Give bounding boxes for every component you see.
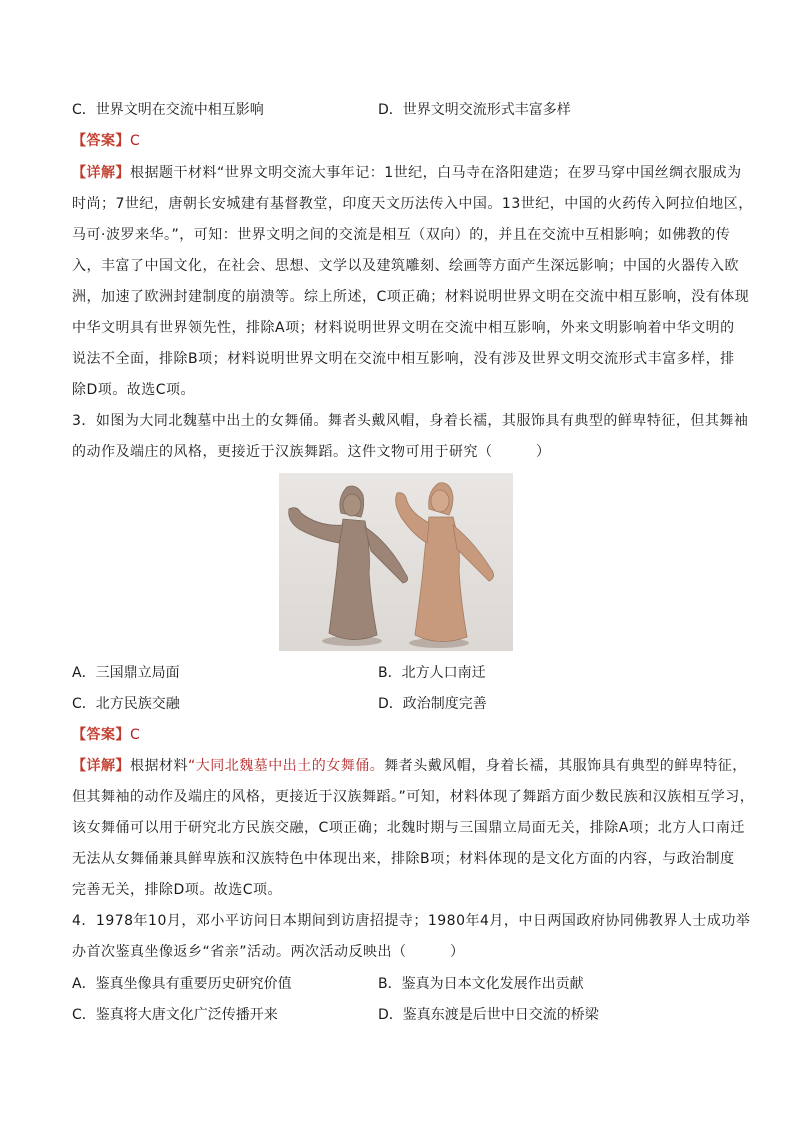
q4-option-b: B．鉴真为日本文化发展作出贡献 <box>378 976 584 992</box>
q2-detail-line: 马可·波罗来华。”，可知：世界文明之间的交流是相互（双向）的，并且在交流中互相影响；如佛教的传 <box>72 227 731 243</box>
q3-option-d: D．政治制度完善 <box>378 696 487 712</box>
figurines-illustration <box>279 473 513 651</box>
answer-value: C <box>130 133 141 149</box>
q2-detail-line: 【详解】根据题干材料“世界文明交流大事年记：1世纪，白马寺在洛阳建造；在罗马穿中国丝绸衣服成为 <box>72 165 742 181</box>
q3-detail-line: 无法从女舞俑兼具鲜卑族和汉族特色中体现出来，排除B项；材料体现的是文化方面的内容，与政治制度 <box>72 851 735 867</box>
detail-tag: 【详解】 <box>72 758 130 774</box>
q2-option-c: C．世界文明在交流中相互影响 <box>72 102 264 118</box>
q2-answer <box>72 131 140 151</box>
q3-stem-line: 3．如图为大同北魏墓中出土的女舞俑。舞者头戴风帽，身着长襦，其服饰具有典型的鲜卑特征，但其舞袖 <box>72 413 749 429</box>
q2-detail-line: 洲，加速了欧洲封建制度的崩溃等。综上所述，C项正确；材料说明世界文明在交流中相互影响，没有体现 <box>72 289 750 305</box>
q3-option-b: B．北方人口南迁 <box>378 665 486 681</box>
q2-option-d: D．世界文明交流形式丰富多样 <box>378 102 571 118</box>
q3-detail-line: 该女舞俑可以用于研究北方民族交融，C项正确；北魏时期与三国鼎立局面无关，排除A项；北方人口南迁 <box>72 820 745 836</box>
q4-option-c: C．鉴真将大唐文化广泛传播开来 <box>72 1007 278 1023</box>
q3-answer <box>72 725 140 745</box>
detail-tag: 【详解】 <box>72 165 130 181</box>
answer-tag: 【答案】 <box>72 727 130 743</box>
quoted-material: “大同北魏墓中出土的女舞俑。 <box>188 758 385 774</box>
q4-option-d: D．鉴真东渡是后世中日交流的桥梁 <box>378 1007 599 1023</box>
q3-detail-line: 【详解】根据材料“大同北魏墓中出土的女舞俑。舞者头戴风帽，身着长襦，其服饰具有典型的鲜卑特征， <box>72 758 747 774</box>
q2-detail-line: 中华文明具有世界领先性，排除A项；材料说明世界文明在交流中相互影响，外来文明影响着中华文明的 <box>72 320 735 336</box>
q2-detail-line: 说法不全面，排除B项；材料说明世界文明在交流中相互影响，没有涉及世界文明交流形式丰富多样，排 <box>72 351 735 367</box>
q4-option-a: A．鉴真坐像具有重要历史研究价值 <box>72 976 292 992</box>
q2-detail-line: 时尚；7世纪，唐朝长安城建有基督教堂，印度天文历法传入中国。13世纪，中国的火药传入阿拉伯地区， <box>72 196 753 212</box>
q4-stem-line: 办首次鉴真坐像返乡“省亲”活动。两次活动反映出（ ） <box>72 944 465 960</box>
q3-detail-line: 完善无关，排除D项。故选C项。 <box>72 882 283 898</box>
answer-tag: 【答案】 <box>72 133 130 149</box>
q2-detail-line: 入，丰富了中国文化，在社会、思想、文学以及建筑雕刻、绘画等方面产生深远影响；中国的火器传入欧 <box>72 258 739 274</box>
q2-detail-line: 除D项。故选C项。 <box>72 382 196 398</box>
q3-option-a: A．三国鼎立局面 <box>72 665 180 681</box>
q4-stem-line: 4．1978年10月，邓小平访问日本期间到访唐招提寺；1980年4月，中日两国政府协同佛教界人士成功举 <box>72 913 751 929</box>
q3-option-c: C．北方民族交融 <box>72 696 180 712</box>
answer-value: C <box>130 727 141 743</box>
q3-detail-line: 但其舞袖的动作及端庄的风格，更接近于汉族舞蹈。”可知，材料体现了舞蹈方面少数民族和汉族相互学习， <box>72 789 755 805</box>
dancer-figurines-photo <box>279 473 513 651</box>
q3-stem-line: 的动作及端庄的风格，更接近于汉族舞蹈。这件文物可用于研究（ ） <box>72 444 551 460</box>
